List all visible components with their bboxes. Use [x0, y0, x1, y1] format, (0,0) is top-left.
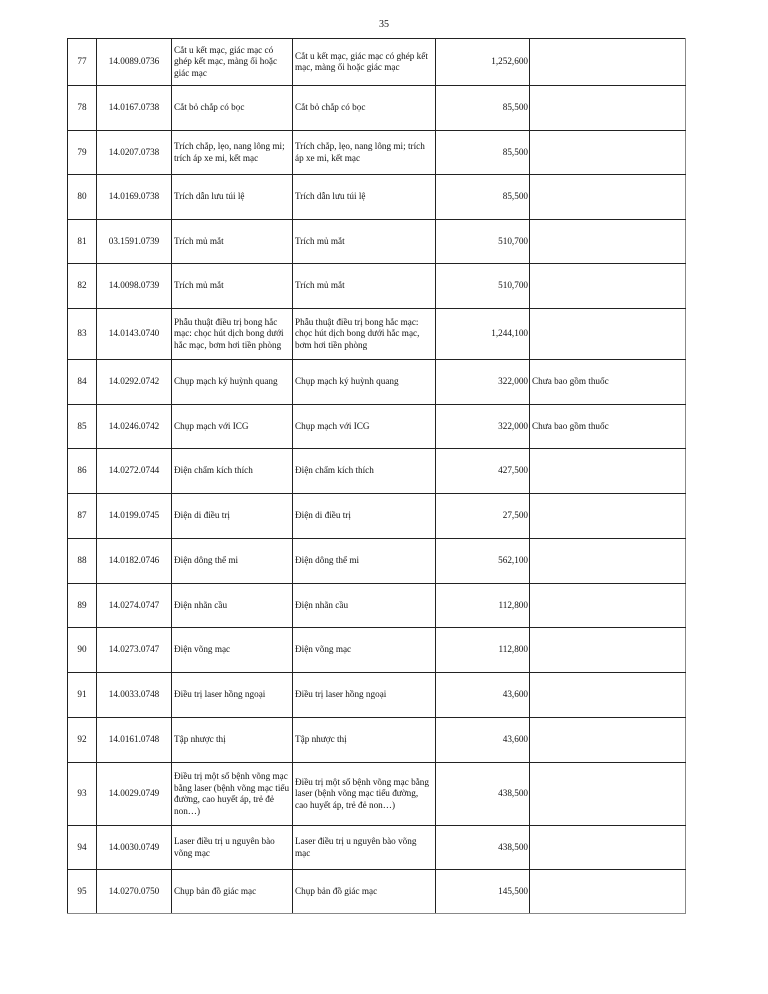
row-number-cell: 92	[68, 718, 97, 763]
table-row	[68, 39, 686, 86]
service-code-cell: 14.0246.0742	[97, 405, 172, 449]
service-name-cell: Phẫu thuật điều trị bong hắc mạc: chọc hút dịch bong dưới hắc mạc, bơm hơi tiền phòng	[172, 309, 293, 360]
price-cell: 43,600	[436, 673, 530, 718]
table-row	[68, 584, 686, 628]
table-row	[68, 449, 686, 494]
note-cell	[530, 584, 686, 628]
service-code-cell: 03.1591.0739	[97, 220, 172, 264]
note-cell	[530, 86, 686, 131]
price-cell: 562,100	[436, 539, 530, 584]
price-cell: 145,500	[436, 870, 530, 914]
row-number-cell: 93	[68, 763, 97, 826]
row-number-cell: 90	[68, 628, 97, 673]
service-name-reference-cell: Điện võng mạc	[293, 628, 436, 673]
service-code-cell: 14.0207.0738	[97, 131, 172, 175]
service-code-cell: 14.0270.0750	[97, 870, 172, 914]
note-cell	[530, 826, 686, 870]
row-number-cell: 89	[68, 584, 97, 628]
service-name-cell: Chụp mạch ký huỳnh quang	[172, 360, 293, 405]
price-cell: 438,500	[436, 826, 530, 870]
service-name-cell: Điều trị một số bệnh võng mạc bằng laser (bệnh võng mạc tiểu đường, cao huyết áp, trẻ đẻ non…)	[172, 763, 293, 826]
service-name-reference-cell: Điện chẩm kích thích	[293, 449, 436, 494]
service-name-cell: Cắt bỏ chắp có bọc	[172, 86, 293, 131]
price-cell: 112,800	[436, 628, 530, 673]
service-code-cell: 14.0098.0739	[97, 264, 172, 309]
row-number-cell: 80	[68, 175, 97, 220]
service-code-cell: 14.0273.0747	[97, 628, 172, 673]
row-number-cell: 95	[68, 870, 97, 914]
note-cell	[530, 309, 686, 360]
table-row	[68, 718, 686, 763]
service-name-cell: Trích mủ mắt	[172, 264, 293, 309]
price-cell: 27,500	[436, 494, 530, 539]
table-body	[68, 39, 686, 914]
row-number-cell: 91	[68, 673, 97, 718]
note-cell	[530, 175, 686, 220]
service-name-reference-cell: Điện dông thể mi	[293, 539, 436, 584]
table-row	[68, 309, 686, 360]
service-name-reference-cell: Tập nhược thị	[293, 718, 436, 763]
note-cell	[530, 220, 686, 264]
note-cell	[530, 763, 686, 826]
note-cell: Chưa bao gồm thuốc	[530, 405, 686, 449]
row-number-cell: 81	[68, 220, 97, 264]
price-cell: 510,700	[436, 264, 530, 309]
price-cell: 43,600	[436, 718, 530, 763]
row-number-cell: 86	[68, 449, 97, 494]
table-row	[68, 264, 686, 309]
service-code-cell: 14.0199.0745	[97, 494, 172, 539]
service-name-reference-cell: Điện nhãn cầu	[293, 584, 436, 628]
table-row	[68, 86, 686, 131]
service-code-cell: 14.0274.0747	[97, 584, 172, 628]
service-code-cell: 14.0030.0749	[97, 826, 172, 870]
price-cell: 322,000	[436, 360, 530, 405]
row-number-cell: 84	[68, 360, 97, 405]
price-cell: 112,800	[436, 584, 530, 628]
service-code-cell: 14.0143.0740	[97, 309, 172, 360]
row-number-cell: 94	[68, 826, 97, 870]
price-cell: 322,000	[436, 405, 530, 449]
price-cell: 1,244,100	[436, 309, 530, 360]
service-code-cell: 14.0272.0744	[97, 449, 172, 494]
service-name-cell: Chụp mạch với ICG	[172, 405, 293, 449]
table-row	[68, 539, 686, 584]
service-code-cell: 14.0033.0748	[97, 673, 172, 718]
service-code-cell: 14.0167.0738	[97, 86, 172, 131]
service-name-reference-cell: Chụp mạch với ICG	[293, 405, 436, 449]
note-cell	[530, 39, 686, 86]
service-name-cell: Điện võng mạc	[172, 628, 293, 673]
row-number-cell: 85	[68, 405, 97, 449]
service-name-reference-cell: Điều trị laser hồng ngoại	[293, 673, 436, 718]
service-code-cell: 14.0169.0738	[97, 175, 172, 220]
service-code-cell: 14.0161.0748	[97, 718, 172, 763]
page-number: 35	[379, 19, 389, 30]
service-name-cell: Điện chẩm kích thích	[172, 449, 293, 494]
service-name-reference-cell: Trích dẫn lưu túi lệ	[293, 175, 436, 220]
price-cell: 85,500	[436, 131, 530, 175]
price-cell: 438,500	[436, 763, 530, 826]
note-cell: Chưa bao gồm thuốc	[530, 360, 686, 405]
service-name-cell: Trích dẫn lưu túi lệ	[172, 175, 293, 220]
note-cell	[530, 718, 686, 763]
table-row	[68, 494, 686, 539]
row-number-cell: 79	[68, 131, 97, 175]
price-cell: 85,500	[436, 86, 530, 131]
price-cell: 510,700	[436, 220, 530, 264]
note-cell	[530, 870, 686, 914]
service-name-reference-cell: Trích mủ mắt	[293, 220, 436, 264]
service-code-cell: 14.0089.0736	[97, 39, 172, 86]
service-name-cell: Điện dông thể mi	[172, 539, 293, 584]
table-row	[68, 826, 686, 870]
table-row	[68, 870, 686, 914]
service-name-reference-cell: Laser điều trị u nguyên bào võng mạc	[293, 826, 436, 870]
service-name-cell: Điện nhãn cầu	[172, 584, 293, 628]
note-cell	[530, 494, 686, 539]
table-row	[68, 628, 686, 673]
price-cell: 427,500	[436, 449, 530, 494]
table-row	[68, 220, 686, 264]
table-row	[68, 405, 686, 449]
service-name-cell: Laser điều trị u nguyên bào võng mạc	[172, 826, 293, 870]
note-cell	[530, 131, 686, 175]
note-cell	[530, 264, 686, 309]
service-name-reference-cell: Điều trị một số bệnh võng mạc bằng laser (bệnh võng mạc tiểu đường, cao huyết áp, trẻ đẻ non…)	[293, 763, 436, 826]
service-name-reference-cell: Cắt bỏ chắp có bọc	[293, 86, 436, 131]
service-name-reference-cell: Chụp mạch ký huỳnh quang	[293, 360, 436, 405]
note-cell	[530, 628, 686, 673]
service-name-cell: Chụp bản đồ giác mạc	[172, 870, 293, 914]
row-number-cell: 82	[68, 264, 97, 309]
note-cell	[530, 539, 686, 584]
service-name-cell: Trích mủ mắt	[172, 220, 293, 264]
note-cell	[530, 673, 686, 718]
service-name-reference-cell: Trích chắp, lẹo, nang lông mi; trích áp xe mi, kết mạc	[293, 131, 436, 175]
service-name-reference-cell: Trích mủ mắt	[293, 264, 436, 309]
service-name-reference-cell: Phẫu thuật điều trị bong hắc mạc: chọc hút dịch bong dưới hắc mạc, bơm hơi tiền phòng	[293, 309, 436, 360]
service-name-cell: Cắt u kết mạc, giác mạc có ghép kết mạc, màng ối hoặc giác mạc	[172, 39, 293, 86]
table-row	[68, 131, 686, 175]
service-name-cell: Trích chắp, lẹo, nang lông mi; trích áp xe mi, kết mạc	[172, 131, 293, 175]
price-table	[67, 38, 686, 914]
service-code-cell: 14.0292.0742	[97, 360, 172, 405]
row-number-cell: 77	[68, 39, 97, 86]
price-cell: 1,252,600	[436, 39, 530, 86]
row-number-cell: 83	[68, 309, 97, 360]
row-number-cell: 87	[68, 494, 97, 539]
service-name-reference-cell: Điện di điều trị	[293, 494, 436, 539]
price-cell: 85,500	[436, 175, 530, 220]
service-code-cell: 14.0029.0749	[97, 763, 172, 826]
table-row	[68, 673, 686, 718]
table-row	[68, 763, 686, 826]
service-name-reference-cell: Chụp bản đồ giác mạc	[293, 870, 436, 914]
service-name-cell: Điều trị laser hồng ngoại	[172, 673, 293, 718]
table-row	[68, 175, 686, 220]
service-name-reference-cell: Cắt u kết mạc, giác mạc có ghép kết mạc, màng ối hoặc giác mạc	[293, 39, 436, 86]
service-name-cell: Điện di điều trị	[172, 494, 293, 539]
service-name-cell: Tập nhược thị	[172, 718, 293, 763]
row-number-cell: 88	[68, 539, 97, 584]
row-number-cell: 78	[68, 86, 97, 131]
service-code-cell: 14.0182.0746	[97, 539, 172, 584]
note-cell	[530, 449, 686, 494]
table-row	[68, 360, 686, 405]
